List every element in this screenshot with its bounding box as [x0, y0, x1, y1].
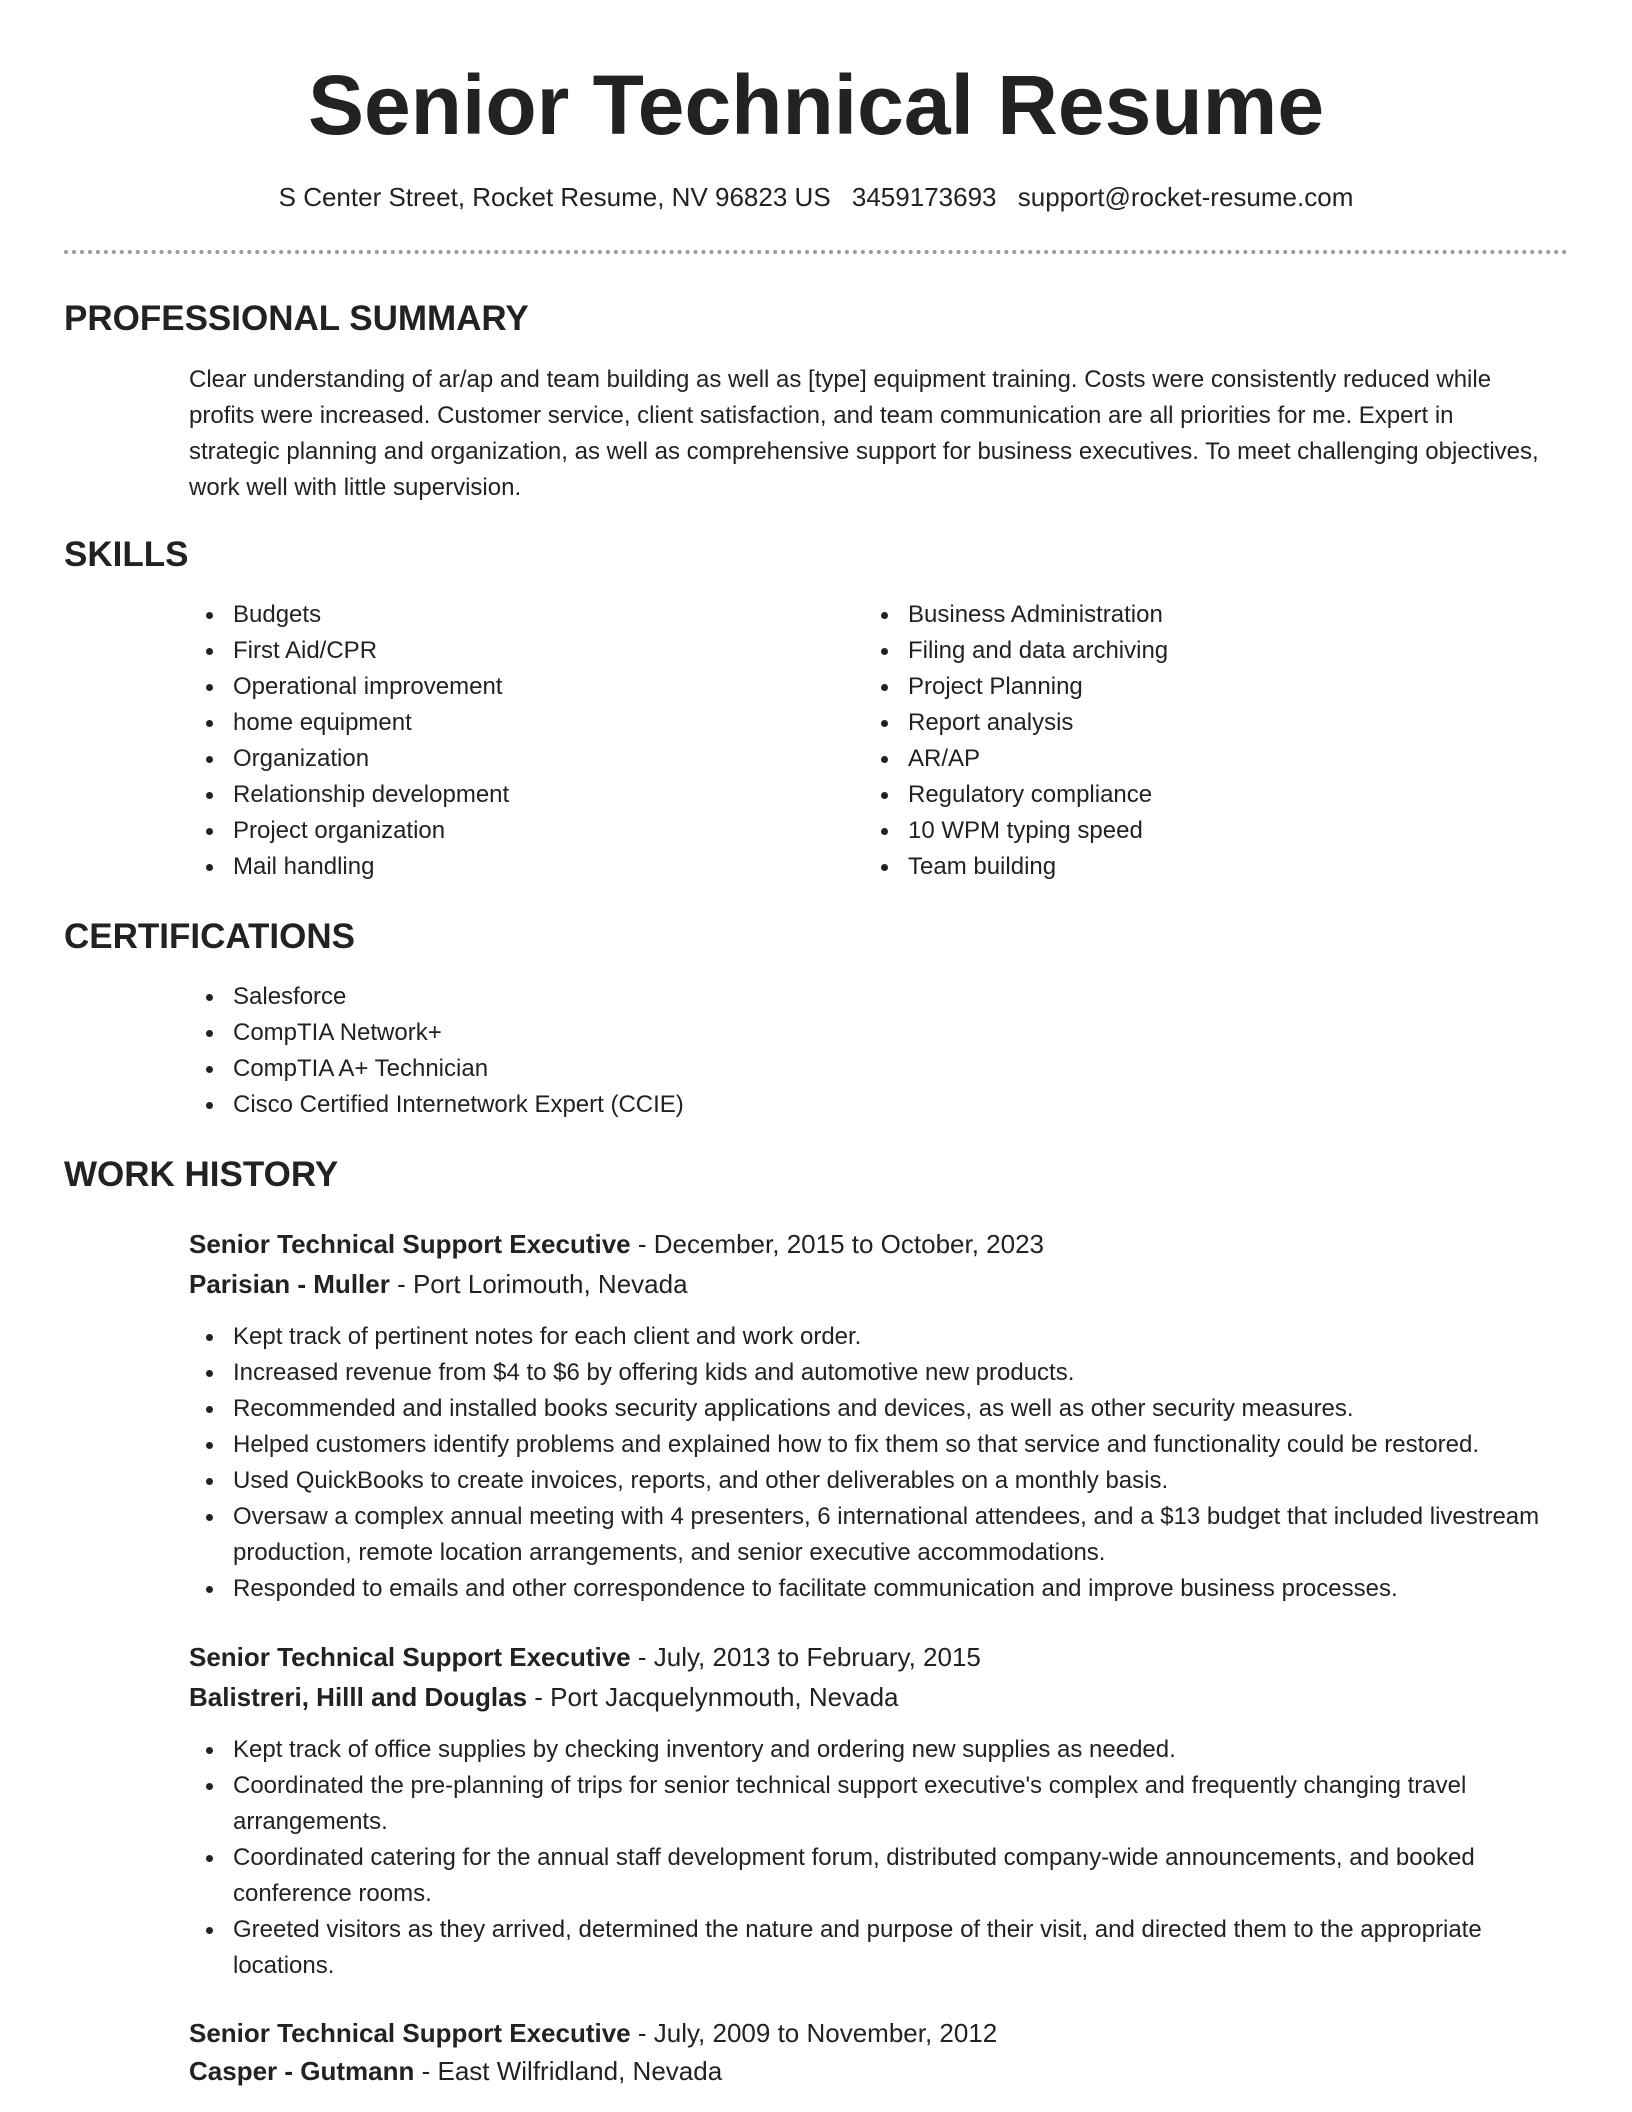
- job-company-line: [189, 1267, 688, 1301]
- job-company: Parisian - Muller: [189, 1269, 390, 1299]
- job-role: Senior Technical Support Executive: [189, 1642, 631, 1672]
- job-duty: Responded to emails and other correspondence to facilitate communication and improve business processes.: [189, 1571, 1549, 1607]
- certification-item: CompTIA Network+: [189, 1015, 1549, 1051]
- skill-item: Business Administration: [864, 597, 1544, 633]
- job-duty: Oversaw a complex annual meeting with 4 presenters, 6 international attendees, and a $13 budget that included livestream production, remote location arrangements, and senior executive accommodations.: [189, 1499, 1549, 1571]
- job-company: Balistreri, Hilll and Douglas: [189, 1682, 528, 1712]
- skill-item: Project organization: [189, 813, 829, 849]
- job-duty: Greeted visitors as they arrived, determined the nature and purpose of their visit, and directed them to the appropriate locations.: [189, 1912, 1549, 1984]
- header-divider: [64, 250, 1568, 254]
- skill-item: Relationship development: [189, 777, 829, 813]
- contact-email: support@rocket-resume.com: [1017, 182, 1354, 212]
- job-duty: Increased revenue from $4 to $6 by offering kids and automotive new products.: [189, 1355, 1549, 1391]
- job-company-line: [189, 2054, 722, 2088]
- skills-list-right: [864, 597, 1544, 885]
- certification-item: Cisco Certified Internetwork Expert (CCIE): [189, 1087, 1549, 1123]
- job-location: - East Wilfridland, Nevada: [414, 2056, 723, 2086]
- job-location: - Port Jacquelynmouth, Nevada: [527, 1682, 899, 1712]
- contact-line: [0, 180, 1632, 214]
- resume-name: Senior Technical Resume: [307, 58, 1325, 152]
- certification-item: Salesforce: [189, 979, 1549, 1015]
- skill-item: 10 WPM typing speed: [864, 813, 1544, 849]
- job-dates: - July, 2009 to November, 2012: [630, 2018, 998, 2048]
- job-company-line: [189, 1680, 899, 1714]
- skill-item: Filing and data archiving: [864, 633, 1544, 669]
- job-dates: - December, 2015 to October, 2023: [630, 1229, 1044, 1259]
- job-duty: Coordinated catering for the annual staff development forum, distributed company-wide announcements, and booked conference rooms.: [189, 1840, 1549, 1912]
- skill-item: Regulatory compliance: [864, 777, 1544, 813]
- job-role: Senior Technical Support Executive: [189, 2018, 631, 2048]
- job-duty: Used QuickBooks to create invoices, reports, and other deliverables on a monthly basis.: [189, 1463, 1549, 1499]
- skill-item: Operational improvement: [189, 669, 829, 705]
- skill-item: Report analysis: [864, 705, 1544, 741]
- job-duty: Coordinated the pre-planning of trips for senior technical support executive's complex and frequently changing travel arrangements.: [189, 1768, 1549, 1840]
- job-duties-list: [189, 1732, 1549, 1984]
- skill-item: First Aid/CPR: [189, 633, 829, 669]
- job-duties-list: [189, 1319, 1549, 1607]
- job-title-line: [189, 1227, 1044, 1261]
- job-duty: Recommended and installed books security applications and devices, as well as other security measures.: [189, 1391, 1549, 1427]
- job-duty: Helped customers identify problems and explained how to fix them so that service and functionality could be restored.: [189, 1427, 1549, 1463]
- job-location: - Port Lorimouth, Nevada: [389, 1269, 688, 1299]
- work-history-heading: WORK HISTORY: [64, 1155, 339, 1194]
- summary-heading: PROFESSIONAL SUMMARY: [64, 299, 529, 338]
- contact-address: S Center Street, Rocket Resume, NV 96823 US: [278, 182, 831, 212]
- certifications-heading: CERTIFICATIONS: [64, 917, 356, 956]
- job-role: Senior Technical Support Executive: [189, 1229, 631, 1259]
- skill-item: Mail handling: [189, 849, 829, 885]
- skill-item: Team building: [864, 849, 1544, 885]
- job-company: Casper - Gutmann: [189, 2056, 415, 2086]
- contact-phone: 3459173693: [851, 182, 997, 212]
- skill-item: Budgets: [189, 597, 829, 633]
- certifications-list: [189, 979, 1549, 1123]
- job-duty: Kept track of office supplies by checking inventory and ordering new supplies as needed.: [189, 1732, 1549, 1768]
- job-dates: - July, 2013 to February, 2015: [630, 1642, 981, 1672]
- job-duty: Kept track of pertinent notes for each client and work order.: [189, 1319, 1549, 1355]
- skill-item: Organization: [189, 741, 829, 777]
- skill-item: Project Planning: [864, 669, 1544, 705]
- job-title-line: [189, 1640, 981, 1674]
- skills-heading: SKILLS: [64, 535, 189, 574]
- summary-text: Clear understanding of ar/ap and team building as well as [type] equipment training. Costs were consistently reduced while profits were increased. Customer service, client satisfaction, and team communication are all priorities for me. Expert in strategic planning and organization, as well as comprehensive support for business executives. To meet challenging objectives, work well with little supervision.: [189, 366, 1539, 501]
- skills-list-left: [189, 597, 829, 885]
- skill-item: home equipment: [189, 705, 829, 741]
- job-title-line: [189, 2016, 997, 2050]
- skill-item: AR/AP: [864, 741, 1544, 777]
- certification-item: CompTIA A+ Technician: [189, 1051, 1549, 1087]
